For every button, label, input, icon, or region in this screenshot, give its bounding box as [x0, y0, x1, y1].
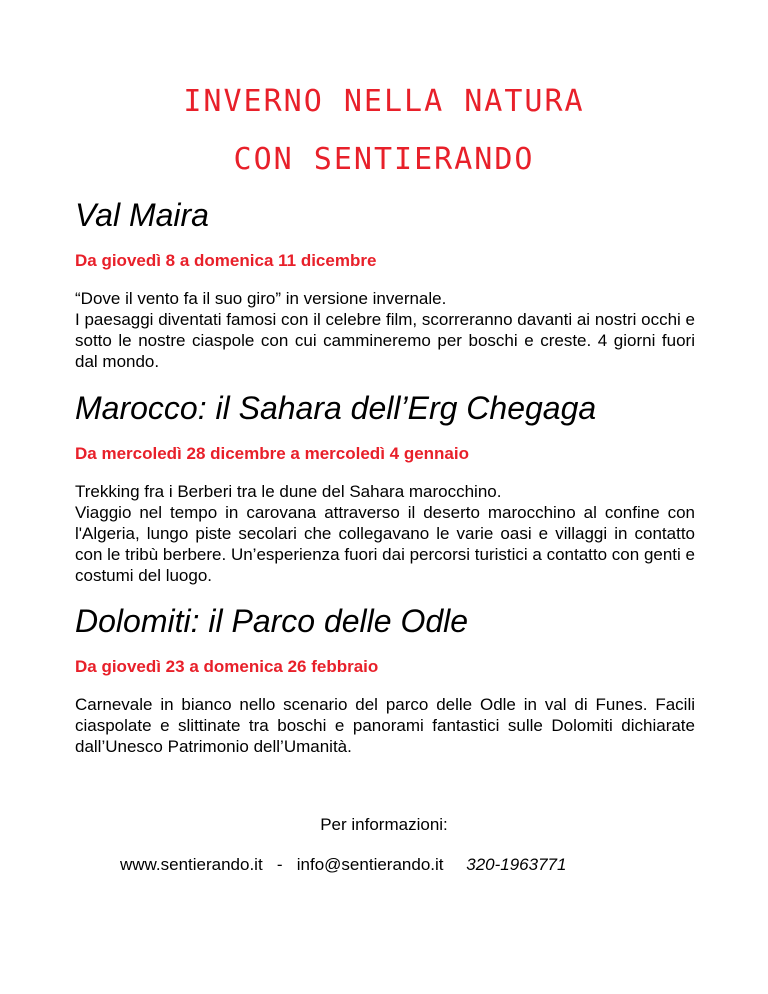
section-body	[75, 288, 695, 372]
section-val-maira	[75, 196, 695, 372]
section-date: Da giovedì 8 a domenica 11 dicembre	[75, 251, 377, 270]
info-label: Per informazioni:	[320, 815, 448, 834]
website-link[interactable]: www.sentierando.it	[120, 855, 263, 874]
phone-number: 320-1963771	[466, 855, 567, 874]
section-date: Da mercoledì 28 dicembre a mercoledì 4 gennaio	[75, 444, 469, 463]
section-marocco	[75, 389, 695, 586]
page-title-line-1: INVERNO NELLA NATURA	[183, 84, 585, 119]
email-link[interactable]: info@sentierando.it	[296, 855, 444, 874]
section-date: Da giovedì 23 a domenica 26 febbraio	[75, 657, 379, 676]
section-body	[75, 694, 695, 757]
section-paragraph: I paesaggi diventati famosi con il celebre film, scorreranno davanti ai nostri occhi e sotto le nostre ciaspole con cui cammineremo per boschi e creste. 4 giorni fuori dal mondo.	[75, 310, 695, 371]
section-title: Dolomiti: il Parco delle Odle	[75, 603, 469, 639]
section-paragraph: Carnevale in bianco nello scenario del parco delle Odle in val di Funes. Facili ciaspolate e slittinate tra boschi e panorami fantastici sulle Dolomiti dichiarate dall’Unesco Patrimonio dell’Umanità.	[75, 695, 695, 756]
section-paragraph: “Dove il vento fa il suo giro” in versione invernale.	[75, 289, 447, 308]
section-title: Marocco: il Sahara dell’Erg Chegaga	[75, 390, 597, 426]
section-body	[75, 481, 695, 586]
page-title-line-2: CON SENTIERANDO	[233, 142, 535, 177]
section-title: Val Maira	[75, 197, 209, 233]
contact-separator: -	[276, 855, 283, 874]
contact-line	[120, 855, 566, 875]
section-paragraph: Trekking fra i Berberi tra le dune del Sahara marocchino.	[75, 482, 502, 501]
section-paragraph: Viaggio nel tempo in carovana attraverso il deserto marocchino al confine con l'Algeria, lungo piste secolari che collegavano le varie oasi e villaggi in contatto con le tribù berbere. Un’esperienza fuori dai percorsi turistici a contatto con genti e costumi del luogo.	[75, 503, 695, 585]
section-dolomiti	[75, 602, 695, 757]
